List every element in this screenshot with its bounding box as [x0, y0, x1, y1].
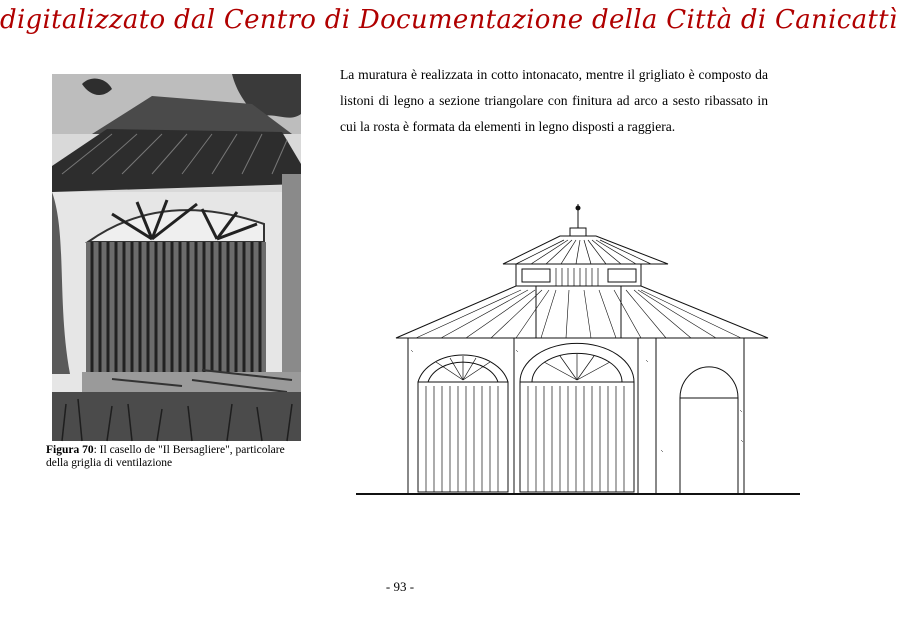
figure-caption-text: : Il casello de "Il Bersagliere", particolare della griglia di ventilazione [46, 444, 285, 469]
figure-70-photo [52, 74, 301, 441]
casello-elevation-drawing [356, 200, 800, 500]
digitization-watermark: digitalizzato dal Centro di Documentazione della Città di Canicattì [0, 5, 898, 35]
figure-label: Figura 70 [46, 444, 94, 456]
photo-image [52, 74, 301, 441]
page-number: - 93 - [385, 579, 415, 594]
body-paragraph: La muratura è realizzata in cotto intonacato, mentre il grigliato è composto da listoni di legno a sezione triangolare con finitura ad arco a sesto ribassato in cui la rosta è formata da elementi in legno disposti a raggiera. [340, 67, 768, 134]
figure-caption [46, 444, 308, 470]
elevation-drawing [356, 200, 800, 500]
